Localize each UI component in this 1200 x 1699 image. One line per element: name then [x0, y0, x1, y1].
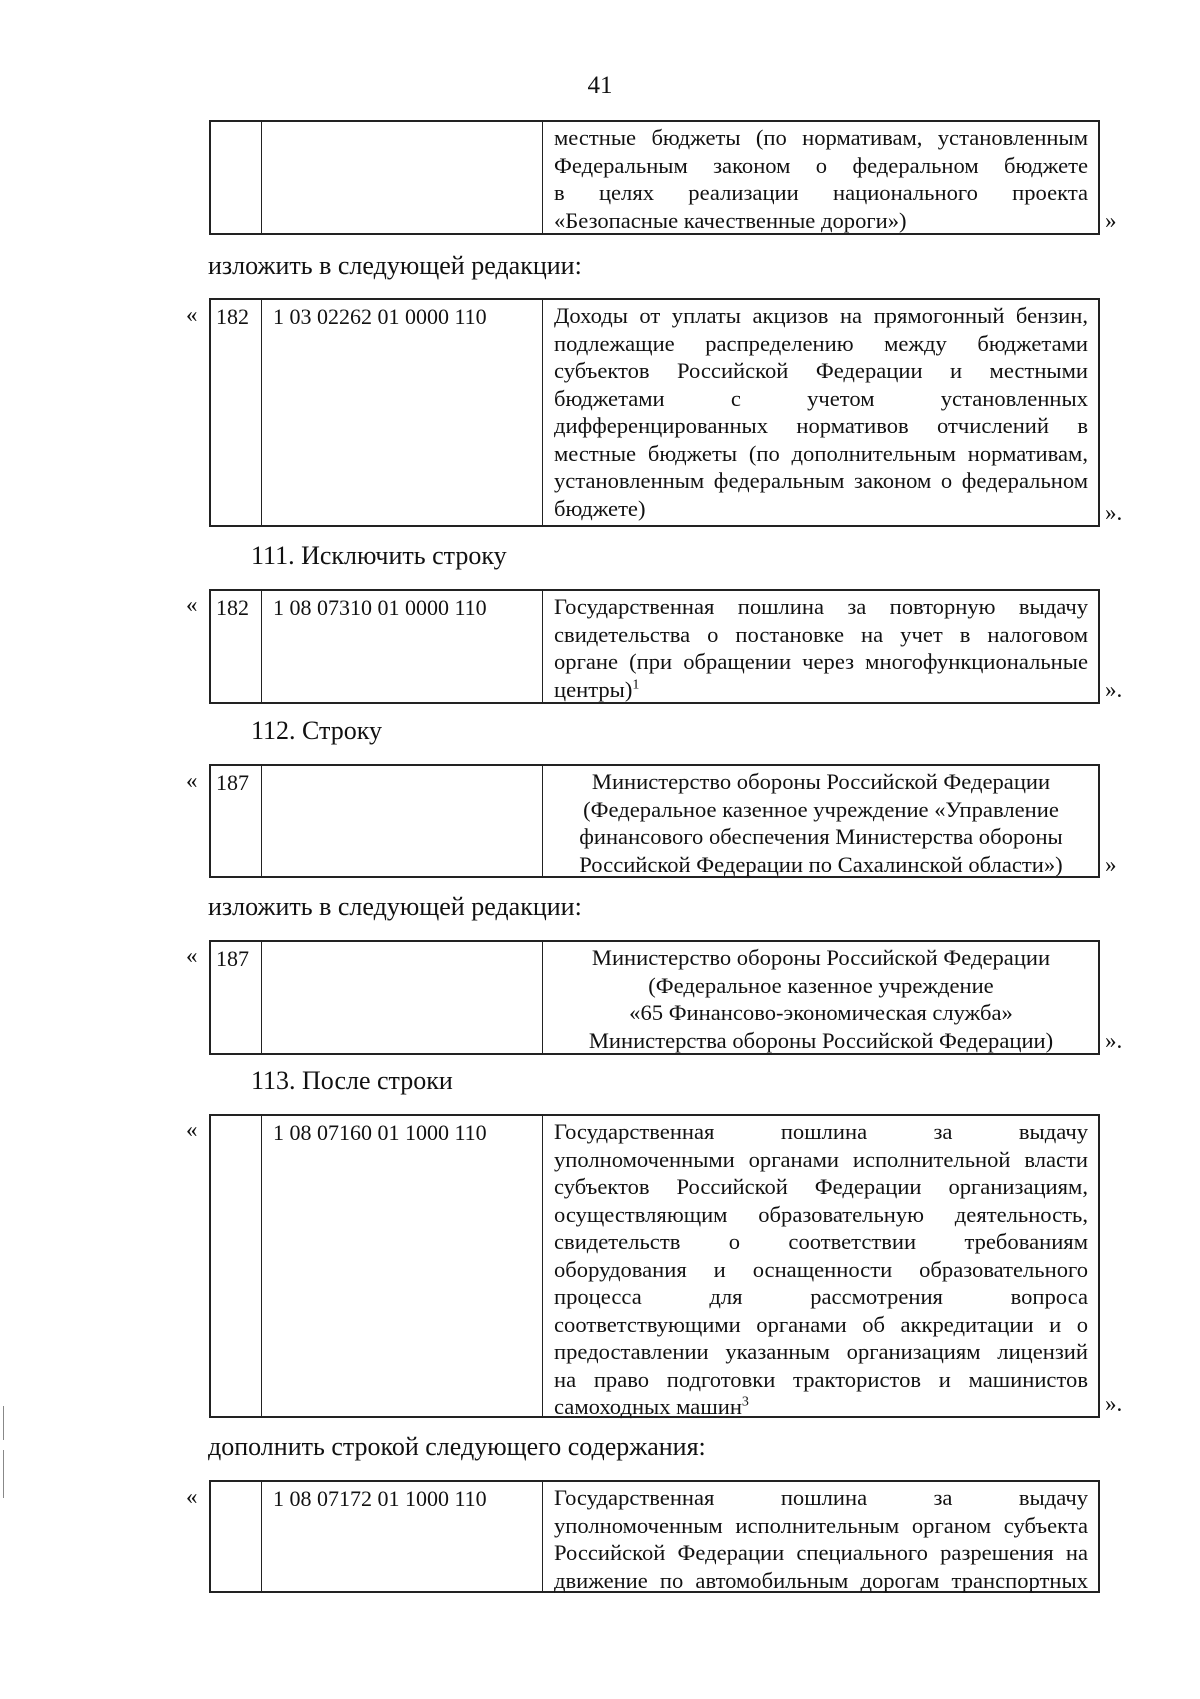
cell-description: Государственная пошлина за выдачу уполномоченными органами исполнительной власти субъектов Российской Федерации организациям, осуществляющим образовательную деятельность, свидетельств о соответствии требованиям оборудования и оснащенности образовательного процесса для рассмотрения вопроса соответствующими органами об аккредитации и о предоставлении указанным организациям лицензий на право подготовки трактористов и машинистов самоходных машин$^3$ [554, 1119, 1088, 1419]
footnote-marker: 1 [632, 676, 640, 692]
instruction-item-113: 113. После строки [251, 1066, 453, 1095]
page-number: 41 [587, 72, 613, 99]
cell-kbk-code: 1 08 07160 01 1000 110 [262, 1116, 543, 1416]
cell-description: Государственная пошлина за выдачу уполномоченным исполнительным органом субъекта Российской Федерации специального разрешения на движение по автомобильным дорогам транспортных [554, 1485, 1088, 1593]
closing-quote: ». [1105, 1028, 1123, 1053]
table-row-182-state-duty [209, 589, 1100, 704]
instruction-append: дополнить строкой следующего содержания: [208, 1432, 706, 1461]
scan-margin-mark [3, 1406, 4, 1440]
cell-kbk-code [262, 766, 543, 876]
opening-quote: « [186, 592, 198, 617]
closing-quote: » [1105, 852, 1117, 877]
opening-quote: « [186, 943, 198, 968]
cell-admin-code [211, 1482, 262, 1591]
cell-admin-code: 182 [211, 591, 262, 702]
table-row-special-permit-duty [209, 1480, 1100, 1593]
table-row-182-petrol-excise [209, 298, 1100, 527]
cell-admin-code: 182 [211, 300, 262, 525]
table-row-continuation [209, 120, 1100, 235]
table-row-tractor-license-duty [209, 1114, 1100, 1418]
table-row-187-new [209, 940, 1100, 1055]
closing-quote: » [1105, 208, 1117, 233]
instruction-restate: изложить в следующей редакции: [208, 251, 582, 280]
cell-admin-code: 187 [211, 766, 262, 876]
cell-admin-code: 187 [211, 942, 262, 1053]
cell-kbk-code [262, 122, 543, 233]
cell-description: Министерство обороны Российской Федерации (Федеральное казенное учреждение «Управление финансового обеспечения Министерства обороны Российской Федерации по Сахалинской области») [579, 769, 1063, 877]
cell-description: Доходы от уплаты акцизов на прямогонный бензин, подлежащие распределению между бюджетами субъектов Российской Федерации и местными бюджетами с учетом установленных дифференцированных нормативов отчислений в местные бюджеты (по дополнительным нормативам, установленным федеральным законом о федеральном бюджете) [554, 303, 1088, 521]
opening-quote: « [186, 768, 198, 793]
cell-description: Государственная пошлина за повторную выдачу свидетельства о постановке на учет в налоговом органе (при обращении через многофункциональные центры)$^1$ [554, 594, 1088, 702]
cell-kbk-code: 1 08 07172 01 1000 110 [262, 1482, 543, 1591]
instruction-restate: изложить в следующей редакции: [208, 892, 582, 921]
cell-description: Министерство обороны Российской Федерации (Федеральное казенное учреждение «65 Финансово-экономическая служба» Министерства обороны Российской Федерации) [588, 945, 1054, 1053]
cell-admin-code [211, 122, 262, 233]
opening-quote: « [186, 1484, 198, 1509]
opening-quote: « [186, 302, 198, 327]
cell-kbk-code [262, 942, 543, 1053]
closing-quote: ». [1105, 677, 1123, 702]
instruction-item-111: 111. Исключить строку [251, 541, 507, 570]
scan-margin-mark [3, 1450, 4, 1498]
closing-quote: ». [1105, 1391, 1123, 1416]
instruction-item-112: 112. Строку [251, 716, 382, 745]
table-row-187-old [209, 764, 1100, 878]
cell-description: местные бюджеты (по нормативам, установленным Федеральным законом о федеральном бюджете в целях реализации национального проекта «Безопасные качественные дороги») [554, 125, 1088, 233]
cell-kbk-code: 1 08 07310 01 0000 110 [262, 591, 543, 702]
opening-quote: « [186, 1117, 198, 1142]
cell-kbk-code: 1 03 02262 01 0000 110 [262, 300, 543, 525]
footnote-marker: 3 [741, 1394, 749, 1410]
closing-quote: ». [1105, 500, 1123, 525]
cell-admin-code [211, 1116, 262, 1416]
